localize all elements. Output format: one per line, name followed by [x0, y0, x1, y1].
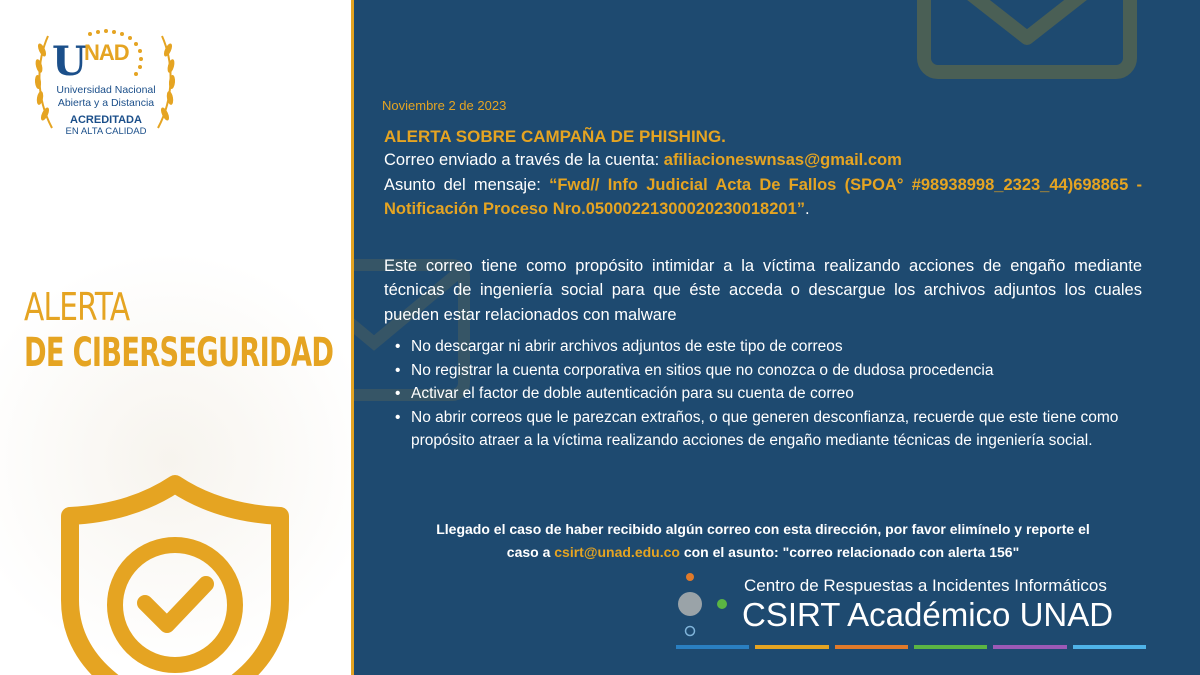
tip-item: • No descargar ni abrir archivos adjuntos de este tipo de correos — [384, 335, 1142, 359]
report-instructions — [384, 518, 1142, 564]
subject-line — [384, 173, 1142, 222]
bulletin-description: Este correo tiene como propósito intimidar a la víctima realizando acciones de engaño mediante técnicas de ingeniería social para que éste acceda o descargue los archivos adjuntos los cuales pueden estar relacionados con malware — [384, 256, 1142, 324]
csirt-dots-icon — [676, 568, 738, 640]
bulletin-content — [384, 126, 1142, 453]
bulletin-date: Noviembre 2 de 2023 — [382, 98, 507, 113]
subject-prefix: Asunto del mensaje: — [384, 175, 550, 194]
sender-prefix: Correo enviado a través de la cuenta: — [384, 151, 664, 169]
accreditation-label: ACREDITADA — [70, 114, 142, 126]
bar-segment-yellow — [755, 645, 828, 649]
bar-segment-purple — [993, 645, 1066, 649]
shield-check-icon — [40, 470, 310, 675]
side-title-line1: ALERTA — [24, 285, 130, 329]
bar-segment-green — [914, 645, 987, 649]
csirt-title: CSIRT Académico UNAD — [742, 596, 1114, 633]
logo-letters-nad: NAD — [84, 40, 129, 65]
logo-letter-u: U — [52, 38, 87, 85]
tip-item: • No registrar la cuenta corporativa en sitios que no conozca o de dudosa procedencia — [384, 359, 1142, 383]
right-panel — [354, 0, 1200, 675]
sender-line — [384, 148, 1142, 173]
accreditation-sublabel: EN ALTA CALIDAD — [65, 126, 147, 137]
report-line2 — [384, 541, 1142, 564]
university-name-line1: Universidad Nacional — [56, 84, 156, 96]
university-name-line2: Abierta y a Distancia — [57, 97, 155, 109]
tips-list — [384, 335, 1142, 453]
bar-segment-orange — [835, 645, 908, 649]
unad-logo — [30, 28, 180, 140]
report-line1: Llegado el caso de haber recibido algún correo con esta dirección, por favor elimínelo y reporte el — [436, 521, 1090, 537]
csirt-color-bar — [676, 645, 1146, 649]
bar-segment-lightblue — [1073, 645, 1146, 649]
side-title-line2: DE CIBERSEGURIDAD — [24, 330, 334, 376]
csirt-subtitle: Centro de Respuestas a Incidentes Informáticos — [744, 576, 1107, 595]
report-email-link[interactable]: csirt@unad.edu.co — [554, 544, 680, 560]
sender-email: afiliacioneswnsas@gmail.com — [663, 151, 902, 169]
report-prefix: caso a — [506, 544, 555, 560]
envelope-icon — [916, 0, 1138, 80]
csirt-logo — [676, 568, 1146, 658]
bar-segment-blue — [676, 645, 749, 649]
subject-value: “Fwd// Info Judicial Acta De Fallos (SPOA° #98938998_2323_44)698865 - Notificación Proceso Nro.05000221300020230018201” — [384, 175, 1142, 218]
report-suffix: con el asunto: "correo relacionado con alerta 156" — [679, 544, 1020, 560]
tip-item: • Activar el factor de doble autenticación para su cuenta de correo — [384, 382, 1142, 406]
left-panel — [0, 0, 352, 675]
bulletin-heading: ALERTA SOBRE CAMPAÑA DE PHISHING. — [384, 127, 726, 146]
tip-item: • No abrir correos que le parezcan extraños, o que generen desconfianza, recuerde que este tiene como propósito atraer a la víctima realizando acciones de engaño mediante técnicas de ingeniería social. — [384, 406, 1142, 453]
subject-suffix: . — [805, 200, 810, 218]
